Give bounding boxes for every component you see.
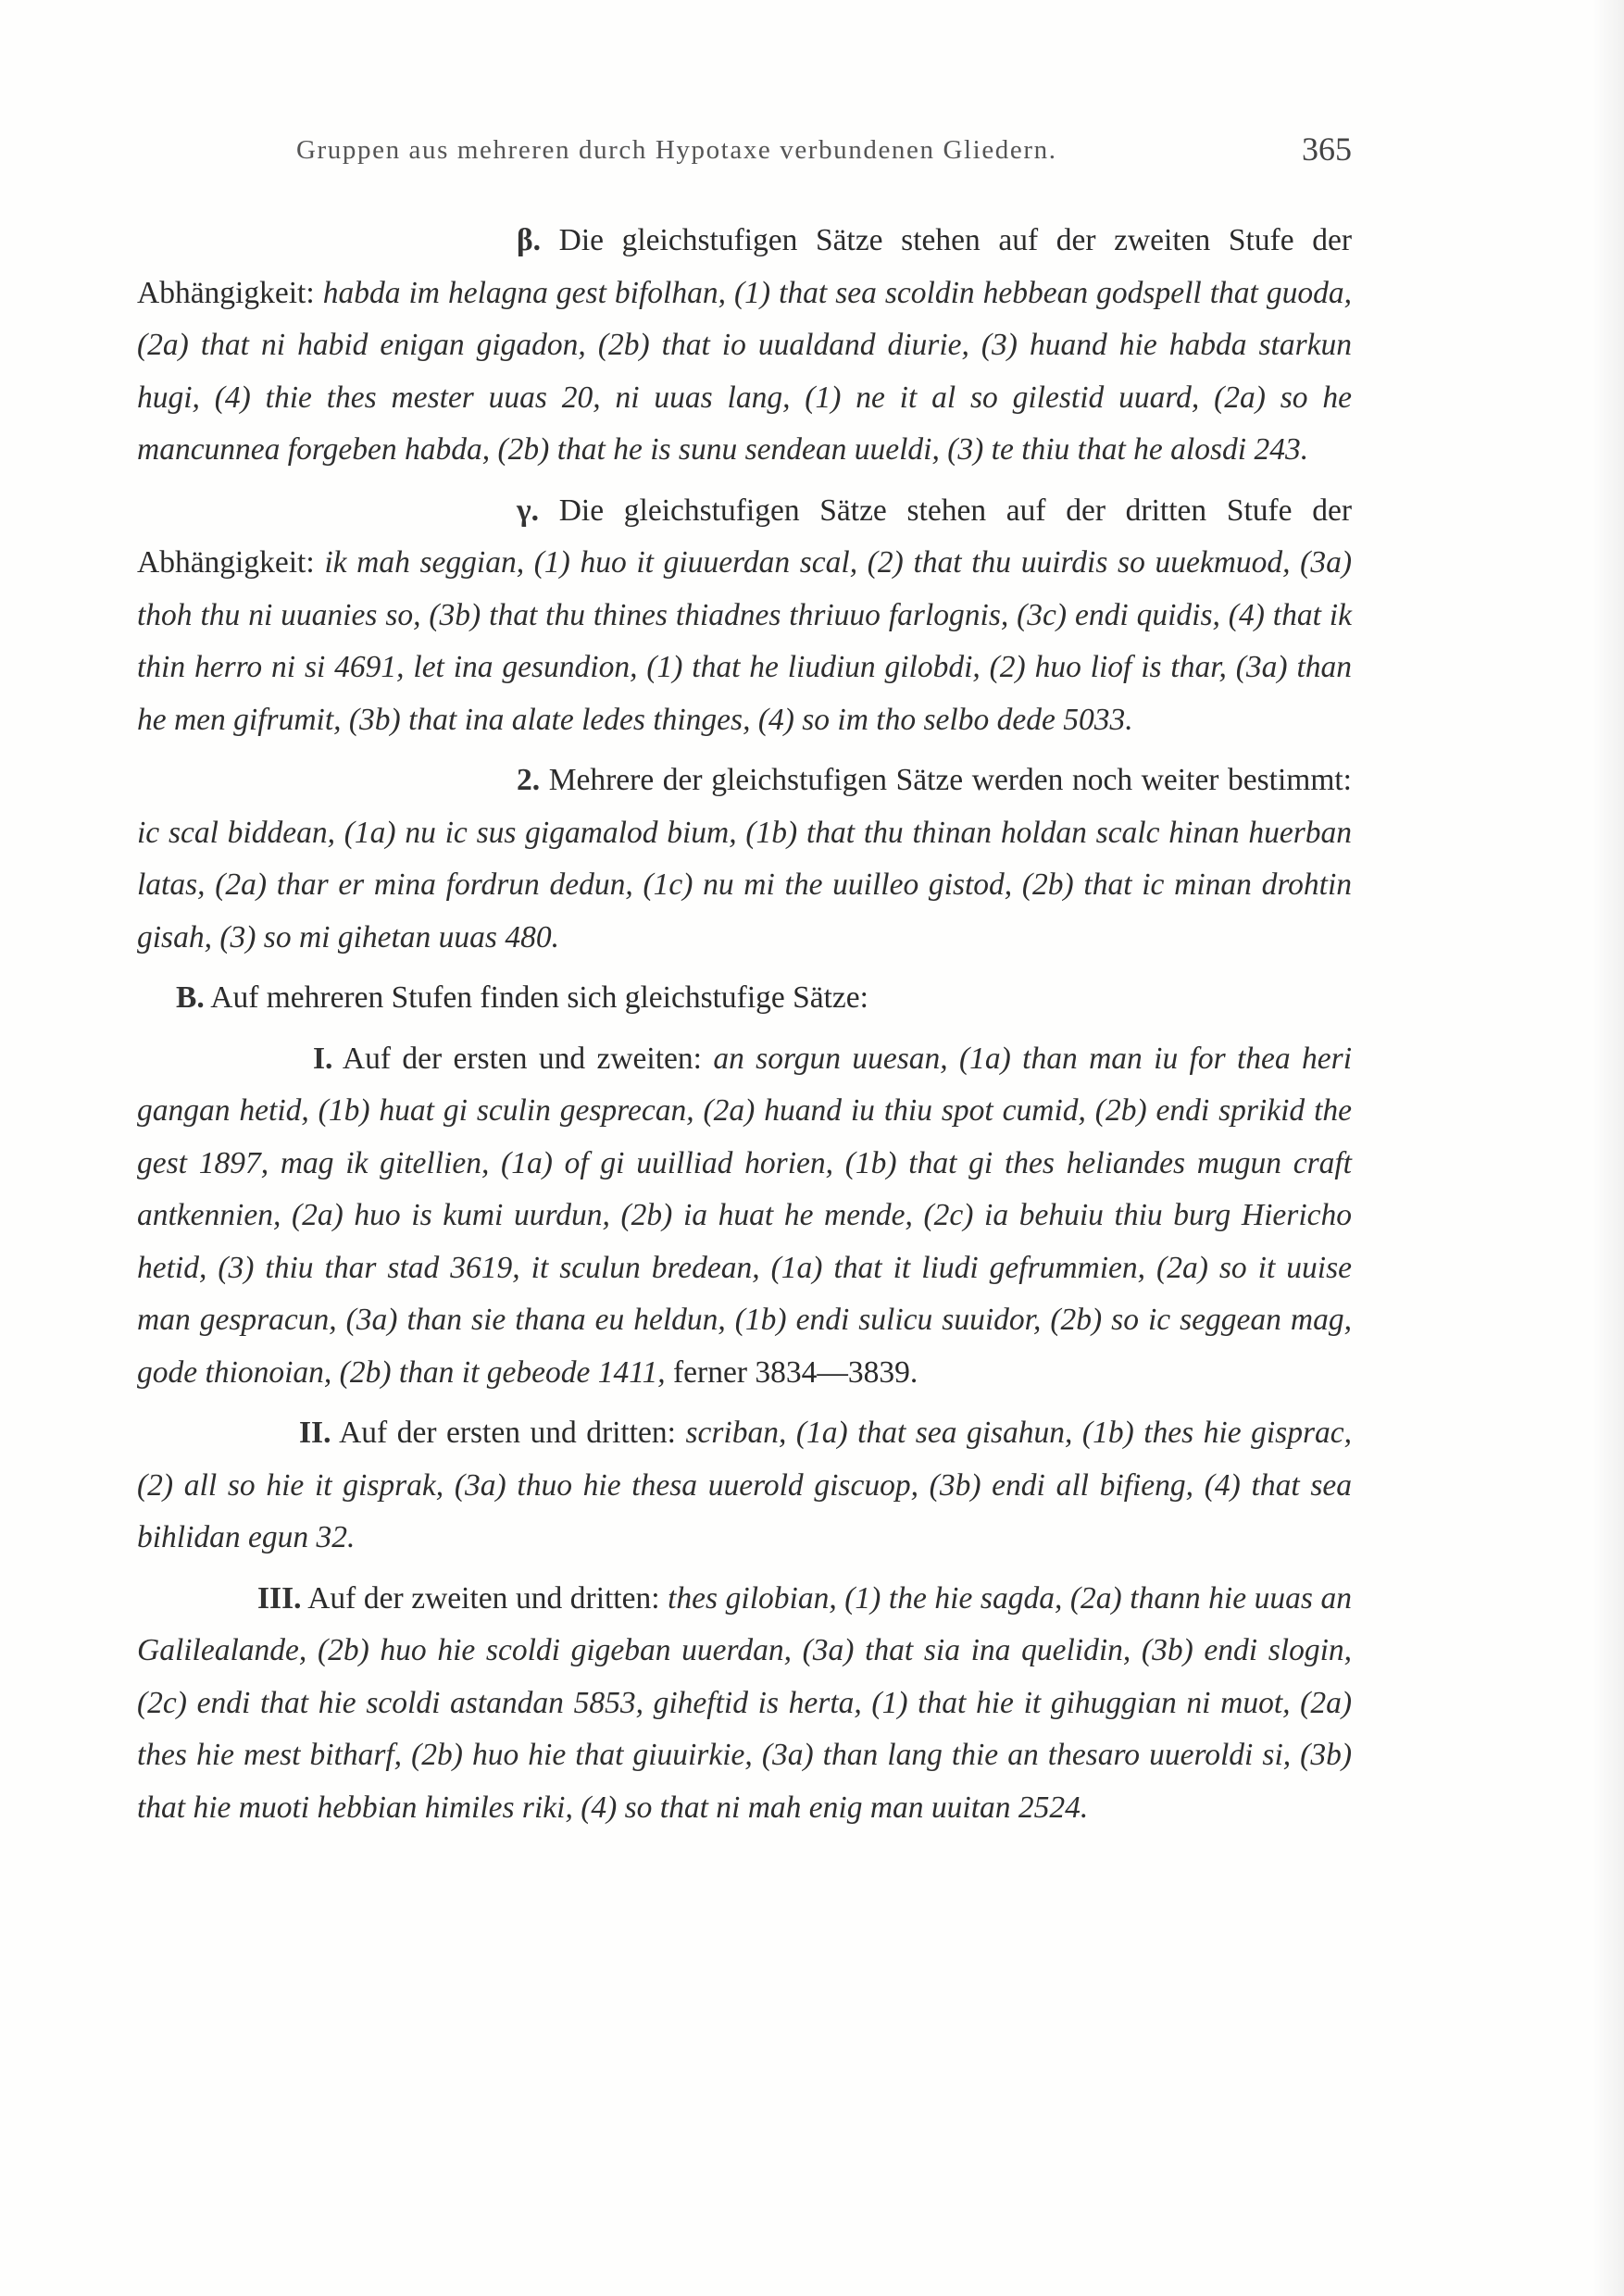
example-text: habda im helagna gest bifolhan, (1) that sea scoldin hebbean godspell that guoda, (2a) that ni habid enigan gigadon, (2b) that io uualdand diurie, (3) huand hie habda starkun hugi, (4) thie thes mester uuas 20, ni uuas lang, (1) ne it al so gilestid uuard, (2a) so he mancunnea forgeben habda, (2b) that he is sunu sendean uueldi, (3) te thiu that he alosdi 243. [137,275,1352,467]
paragraph-text: Auf der ersten und zweiten: [332,1041,714,1076]
section-marker: I. [313,1041,333,1076]
paragraph-two [137,755,1352,964]
paragraph-II [137,1407,1352,1565]
example-text: scriban, (1a) that sea gisahun, (1b) thes hie gisprac, (2) all so hie it gisprak, (3a) thuo hie thesa uuerold giscuop, (3b) endi all bifieng, (4) that sea bihlidan egun 32. [137,1416,1352,1554]
running-head: Gruppen aus mehreren durch Hypotaxe verbundenen Gliedern. [296,135,1057,165]
paragraph-I [137,1033,1352,1400]
section-marker: β. [517,223,542,257]
paragraph-beta [137,215,1352,477]
page-edge-shadow [1593,0,1624,2296]
page-body [137,215,1352,1834]
paragraph-B [137,972,1352,1025]
example-text: an sorgun uuesan, (1a) than man iu for thea heri gangan hetid, (1b) huat gi sculin gesprecan, (2a) huand iu thiu spot cumid, (2b) endi sprikid the gest 1897, mag ik gitellien, (1a) of gi uuilliad horien, (1b) that gi thes heliandes mugun craft antkennien, (2a) huo is kumi uurdun, (2b) ia huat he mende, (2c) ia behuiu thiu burg Hiericho hetid, (3) thiu thar stad 3619, it sculun bredean, (1a) that it liudi gefrummien, (2a) so it uuise man gespracun, (3a) than sie thana eu heldun, (1b) endi sulicu suuidor, (2b) so ic seggean mag, gode thionoian, (2b) than it gebeode 1411, [137,1041,1353,1390]
example-text: ik mah seggian, (1) huo it giuuerdan scal, (2) that thu uuirdis so uuekmuod, (3a) thoh thu ni uuanies so, (3b) that thu thines thiadnes thriuuo farlognis, (3c) endi quidis, (4) that ik thin herro ni si 4691, let ina gesundion, (1) that he liudiun gilobdi, (2) huo liof is thar, (3a) than he men gifrumit, (3b) that ina alate ledes thinges, (4) so im tho selbo dede 5033. [137,545,1352,737]
section-marker: γ. [517,493,540,528]
paragraph-text: Auf der ersten und dritten: [331,1416,686,1450]
section-marker: 2. [517,763,541,797]
paragraph-tail: ferner 3834—3839. [665,1354,918,1390]
paragraph-text: Die gleichstufigen Sätze stehen auf der dritten Stufe der Abhängigkeit: [137,493,1352,580]
paragraph-text: Die gleichstufigen Sätze stehen auf der zweiten Stufe der Abhängigkeit: [137,223,1352,310]
example-text: thes gilobian, (1) the hie sagda, (2a) thann hie uuas an Galilealande, (2b) huo hie scoldi gigeban uuerdan, (3a) that sia ina quelidin, (3b) endi slogin, (2c) endi that hie scoldi astandan 5853, giheftid is herta, (1) that hie it gihuggian ni muot, (2a) thes hie mest bitharf, (2b) huo hie that giuuirkie, (3a) than lang thie an thesaro uueroldi si, (3b) that hie muoti hebbian himiles riki, (4) so that ni mah enig man uuitan 2524. [137,1580,1352,1825]
paragraph-text: Auf der zweiten und dritten: [301,1580,668,1616]
page-number: 365 [1302,131,1352,168]
page-header [296,130,1352,176]
paragraph-text: Mehrere der gleichstufigen Sätze werden noch weiter bestimmt: [540,763,1352,797]
paragraph-gamma [137,485,1352,747]
section-marker: III. [257,1580,302,1616]
paragraph-III [137,1573,1352,1835]
example-text: ic scal biddean, (1a) nu ic sus gigamalod bium, (1b) that thu thinan holdan scalc hinan huerban latas, (2a) thar er mina fordrun dedun, (1c) nu mi the uuilleo gistod, (2b) that ic minan drohtin gisah, (3) so mi gihetan uuas 480. [137,815,1352,955]
paragraph-text: Auf mehreren Stufen finden sich gleichstufige Sätze: [204,980,868,1015]
section-marker: II. [299,1416,331,1450]
section-marker: B. [176,980,205,1015]
